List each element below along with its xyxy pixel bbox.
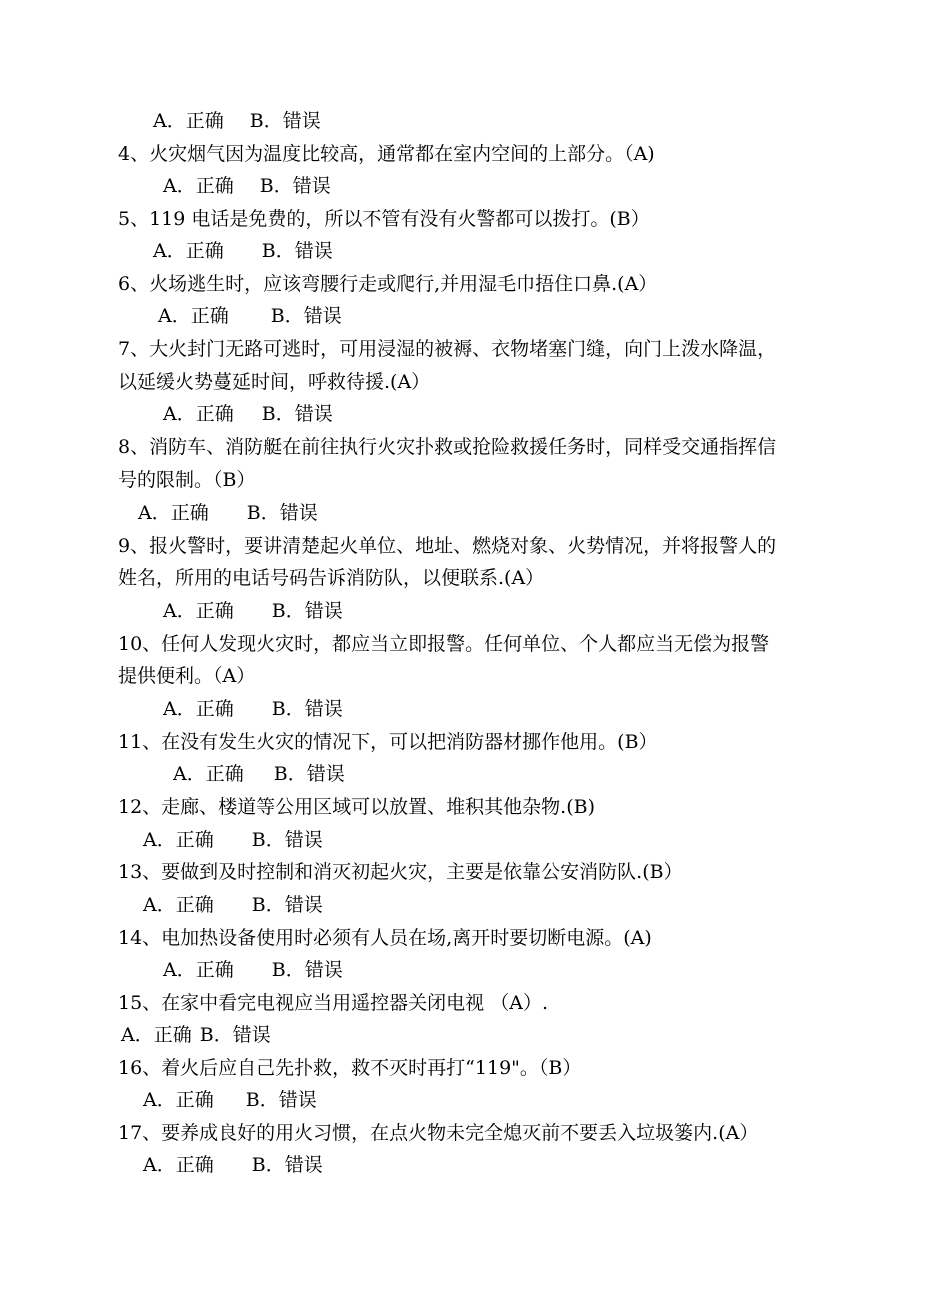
option-a: A．正确 (163, 698, 234, 720)
question-text: 17、要养成良好的用火习惯，在点火物未完全熄灭前不要丢入垃圾篓内.(A） (118, 1122, 759, 1144)
option-a: A．正确 (158, 305, 229, 327)
option-a: A．正确 (163, 600, 234, 622)
option-b: B．错误 (271, 698, 343, 720)
options-row (143, 825, 323, 855)
option-b: B．错误 (270, 305, 342, 327)
option-a: A．正确 (121, 1024, 192, 1046)
option-a: A．正确 (163, 175, 234, 197)
option-a: A．正确 (163, 959, 234, 981)
option-a: A．正确 (143, 1154, 214, 1176)
options-row (173, 759, 345, 789)
question-text: 12、走廊、楼道等公用区域可以放置、堆积其他杂物.(B) (118, 796, 596, 818)
option-a: A．正确 (143, 894, 214, 916)
question-text-continued: 号的限制。（B） (118, 469, 256, 491)
question-text: 4、火灾烟气因为温度比较高，通常都在室内空间的上部分。（A) (118, 143, 655, 165)
option-a: A．正确 (143, 1089, 214, 1111)
options-row (163, 596, 343, 626)
option-b: B．错误 (251, 829, 323, 851)
option-a: A．正确 (153, 240, 224, 262)
option-a: A．正确 (153, 110, 224, 132)
option-b: B．错误 (251, 1154, 323, 1176)
options-row (143, 1150, 323, 1180)
option-b: B．错误 (261, 403, 333, 425)
options-row (153, 236, 333, 266)
options-row (138, 498, 318, 528)
option-a: A．正确 (173, 763, 244, 785)
options-row (163, 955, 343, 985)
options-row (163, 399, 333, 429)
question-text-continued: 以延缓火势蔓延时间，呼救待援.(A） (118, 371, 431, 393)
options-row (143, 1085, 317, 1115)
option-a: A．正确 (138, 502, 209, 524)
options-row (153, 106, 321, 136)
option-b: B．错误 (271, 600, 343, 622)
question-text-continued: 姓名，所用的电话号码告诉消防队，以便联系.(A） (118, 567, 545, 589)
question-text: 16、着火后应自己先扑救，救不灭时再打“119"。（B） (118, 1057, 582, 1079)
question-text: 6、火场逃生时，应该弯腰行走或爬行,并用湿毛巾捂住口鼻.(A） (118, 273, 658, 295)
options-row (163, 171, 331, 201)
question-text: 13、要做到及时控制和消灭初起火灾，主要是依靠公安消防队.(B） (118, 861, 683, 883)
question-text: 7、大火封门无路可逃时，可用浸湿的被褥、衣物堵塞门缝，向门上泼水降温， (118, 338, 777, 360)
option-b: B．错误 (271, 959, 343, 981)
option-b: B．错误 (199, 1024, 271, 1046)
option-b: B．错误 (273, 763, 345, 785)
question-text: 8、消防车、消防艇在前往执行火灾扑救或抢险救援任务时，同样受交通指挥信 (118, 436, 777, 458)
option-b: B．错误 (261, 240, 333, 262)
question-text: 11、在没有发生火灾的情况下，可以把消防器材挪作他用。(B） (118, 731, 658, 753)
question-text: 5、119 电话是免费的，所以不管有没有火警都可以拨打。(B） (118, 208, 650, 230)
option-b: B．错误 (249, 110, 321, 132)
option-a: A．正确 (143, 829, 214, 851)
options-row (121, 1020, 271, 1050)
options-row (158, 301, 342, 331)
option-b: B．错误 (251, 894, 323, 916)
option-a: A．正确 (163, 403, 234, 425)
options-row (163, 694, 343, 724)
question-text: 14、电加热设备使用时必须有人员在场,离开时要切断电源。(A) (118, 927, 652, 949)
question-text: 15、在家中看完电视应当用遥控器关闭电视 （A）. (118, 992, 548, 1014)
option-b: B．错误 (246, 502, 318, 524)
options-row (143, 890, 323, 920)
question-text: 9、报火警时，要讲清楚起火单位、地址、燃烧对象、火势情况，并将报警人的 (118, 535, 777, 557)
option-b: B．错误 (245, 1089, 317, 1111)
question-text-continued: 提供便利。（A） (118, 665, 256, 687)
option-b: B．错误 (259, 175, 331, 197)
question-text: 10、任何人发现火灾时，都应当立即报警。任何单位、个人都应当无偿为报警 (118, 633, 770, 655)
